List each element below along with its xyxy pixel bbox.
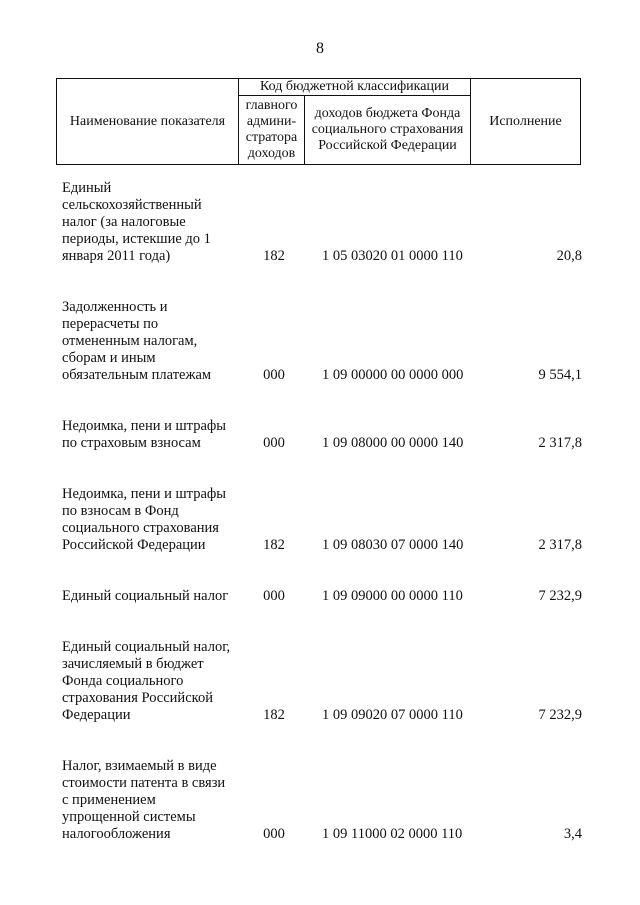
row-admin-code: 182 xyxy=(263,537,285,553)
table-row xyxy=(0,180,640,265)
row-execution-value: 7 232,9 xyxy=(538,707,582,723)
header-name-col: Наименование показателя xyxy=(57,79,239,165)
row-name: Единый сельскохозяйственный налог (за налоговые периоды, истекшие до 1 января 2011 года) xyxy=(62,180,211,264)
row-admin-code: 000 xyxy=(263,588,285,604)
row-admin-code: 000 xyxy=(263,367,285,383)
row-income-code: 1 05 03020 01 0000 110 xyxy=(322,248,463,264)
row-admin-code: 182 xyxy=(263,248,285,264)
table-row xyxy=(0,299,640,384)
row-admin-code: 182 xyxy=(263,707,285,723)
table-row xyxy=(0,639,640,724)
row-execution-value: 3,4 xyxy=(563,826,582,842)
page-number: 8 xyxy=(316,40,324,57)
row-name: Задолженность и перерасчеты по отмененным налогам, сборам и иным обязательным платежам xyxy=(62,299,212,383)
row-name: Налог, взимаемый в виде стоимости патента в связи с применением упрощенной системы налогообложения xyxy=(62,758,226,842)
row-execution-value: 7 232,9 xyxy=(538,588,582,604)
header-admin-col: главного админи-стратора доходов xyxy=(239,96,305,165)
row-execution-value: 20,8 xyxy=(556,248,582,264)
row-income-code: 1 09 00000 00 0000 000 xyxy=(322,367,464,383)
header-income-col: доходов бюджета Фонда социального страхования Российской Федерации xyxy=(305,96,471,165)
row-admin-code: 000 xyxy=(263,826,285,842)
row-execution-value: 2 317,8 xyxy=(538,435,582,451)
row-name: Единый социальный налог, зачисляемый в бюджет Фонда социального страхования Российской Федерации xyxy=(62,639,231,723)
row-name: Недоимка, пени и штрафы по взносам в Фонд социального страхования Российской Федерации xyxy=(62,486,227,553)
row-name: Единый социальный налог xyxy=(62,588,229,604)
table-row xyxy=(0,418,640,452)
row-income-code: 1 09 09020 07 0000 110 xyxy=(322,707,463,723)
row-income-code: 1 09 11000 02 0000 110 xyxy=(322,826,463,842)
row-income-code: 1 09 08000 00 0000 140 xyxy=(322,435,464,451)
table-row xyxy=(0,758,640,843)
row-admin-code: 000 xyxy=(263,435,285,451)
header-execution-col: Исполнение xyxy=(471,79,581,165)
row-name: Недоимка, пени и штрафы по страховым взносам xyxy=(62,418,227,451)
row-execution-value: 9 554,1 xyxy=(538,367,582,383)
header-code-group: Код бюджетной классификации xyxy=(239,79,471,96)
row-income-code: 1 09 08030 07 0000 140 xyxy=(322,537,464,553)
row-income-code: 1 09 09000 00 0000 110 xyxy=(322,588,463,604)
row-execution-value: 2 317,8 xyxy=(538,537,582,553)
table-body xyxy=(0,180,640,877)
table-row xyxy=(0,588,640,605)
table-row xyxy=(0,486,640,554)
table-header xyxy=(56,78,581,165)
